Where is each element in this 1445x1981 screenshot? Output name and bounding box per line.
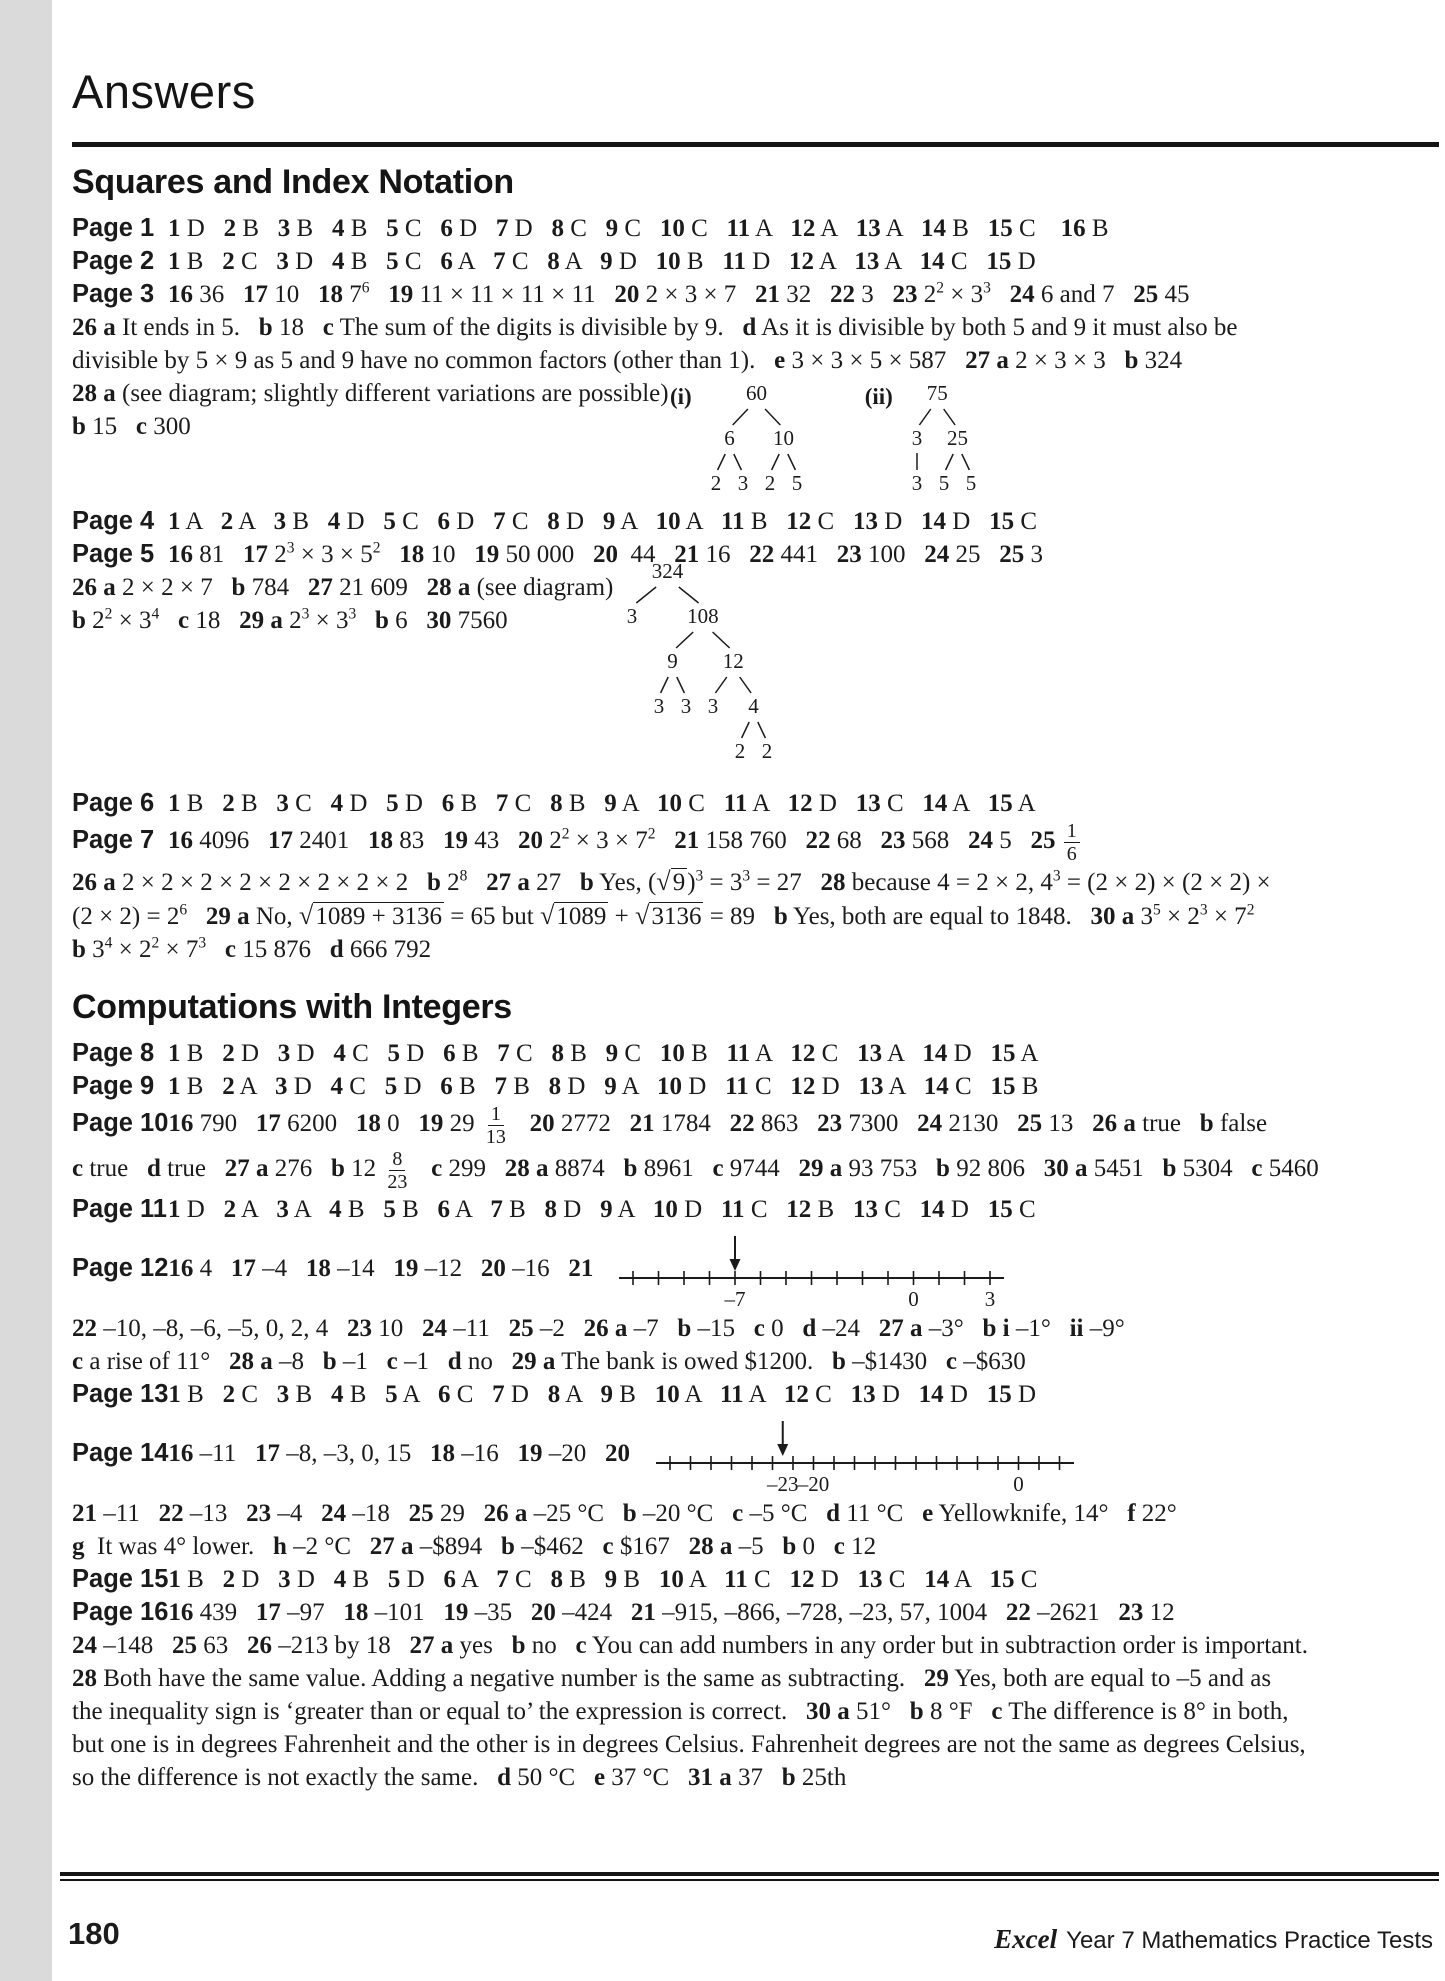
factor-tree-diagram	[696, 378, 831, 504]
answer-line	[72, 1193, 1439, 1226]
answer-line	[72, 1378, 1439, 1411]
answer-text: 28 a (see diagram; slightly different variations are possible)	[72, 379, 669, 407]
factor-tree	[612, 556, 801, 781]
page-answers-block	[72, 1193, 1439, 1226]
answer-text: but one is in degrees Fahrenheit and the other is in degrees Celsius. Fahrenheit degrees are not the same as degrees Celsius,	[72, 1730, 1306, 1758]
tree-label: (ii)	[864, 383, 893, 409]
answer-line	[72, 1148, 1439, 1193]
answer-line	[72, 899, 1439, 933]
svg-text:6: 6	[723, 425, 735, 450]
answer-line	[72, 278, 1439, 311]
answer-line	[72, 1312, 1439, 1345]
answer-text: 16 36 17 10 18 $7^6$ 19 11 × 11 × 11 × 11 20 2 × 3 × 7 21 32 22 3 23 $2^2 \times 3^3$ 24 6 and 7 25 45	[168, 279, 1190, 308]
svg-text:4: 4	[748, 693, 759, 718]
answers-sections	[72, 163, 1439, 1794]
page-answers-block	[72, 1037, 1439, 1070]
svg-text:3: 3	[911, 425, 923, 450]
svg-text:0: 0	[1013, 1471, 1024, 1496]
answer-text: 16 439 17 –97 18 –101 19 –35 20 –424 21 –915, –866, –728, –23, 57, 1004 22 –2621 23 12	[168, 1598, 1175, 1626]
page-label: Page 15	[72, 1564, 169, 1593]
answer-line	[72, 820, 1439, 865]
svg-text:25: 25	[946, 425, 968, 450]
factor-tree-diagram	[897, 378, 1005, 504]
answer-line	[72, 933, 1439, 966]
factor-tree	[670, 378, 831, 504]
page-answers-block	[72, 1378, 1439, 1411]
answer-text: 1 B 2 D 3 D 4 B 5 D 6 A 7 C 8 B 9 B 10 A 11 C 12 D 13 C 14 A 15 C	[168, 1565, 1038, 1593]
svg-text:3: 3	[985, 1286, 996, 1311]
svg-text:108: 108	[687, 603, 719, 628]
page-answers-block	[72, 538, 1439, 787]
page-answers-block	[72, 505, 1439, 538]
page-answers-block	[72, 1411, 1439, 1563]
answer-text: 1 B 2 C 3 B 4 B 5 A 6 C 7 D 8 A 9 B 10 A 11 A 12 C 13 D 14 D 15 D	[168, 1380, 1037, 1408]
title-rule	[72, 142, 1439, 147]
answer-text: 1 A 2 A 3 B 4 D 5 C 6 D 7 C 8 D 9 A 10 A 11 B 12 C 13 D 14 D 15 C	[168, 507, 1037, 535]
answer-text: the inequality sign is ‘greater than or equal to’ the expression is correct. 30 a 51° b 8 °F c The difference is 8° in both,	[72, 1697, 1289, 1725]
answer-text: 1 B 2 C 3 D 4 B 5 C 6 A 7 C 8 A 9 D 10 B 11 D 12 A 13 A 14 C 15 D	[168, 247, 1036, 275]
svg-text:3: 3	[626, 603, 638, 628]
answer-line	[72, 1103, 1439, 1148]
answers-section	[72, 163, 1439, 966]
answer-text: b $2^2 \times 3^4$ c 18 29 a $2^3 \times 3^3$ b 6 30 7560	[72, 605, 508, 634]
answer-text: 16 –11 17 –8, –3, 0, 15 18 –16 19 –20 20	[168, 1440, 630, 1468]
page-label: Page 9	[72, 1071, 155, 1100]
page-label: Page 5	[72, 539, 155, 568]
footer-rule	[60, 1872, 1439, 1881]
page-answers-block	[72, 1563, 1439, 1596]
answer-text: 1 B 2 D 3 D 4 C 5 D 6 B 7 C 8 B 9 C 10 B 11 A 12 C 13 A 14 D 15 A	[168, 1039, 1039, 1067]
page-label: Page 2	[72, 246, 155, 275]
answer-line	[72, 1662, 1439, 1695]
svg-text:2: 2	[764, 470, 775, 495]
footer-series-title: Year 7 Mathematics Practice Tests	[1066, 1927, 1433, 1954]
svg-text:5: 5	[938, 470, 950, 495]
footer-brand-name: Excel	[994, 1924, 1058, 1954]
page-label: Page 12	[72, 1254, 169, 1283]
page-label: Page 7	[72, 826, 155, 855]
answer-line	[72, 1497, 1439, 1530]
page-answers-block	[72, 1596, 1439, 1794]
answer-text: b 15 c 300	[72, 412, 191, 440]
answer-text: 16 81 17 $2^3 \times 3 \times 5^2$ 18 10 19 50 000 20 44 21 16 22 441 23 100 24 25 25 3	[168, 539, 1043, 568]
answer-text: 26 a It ends in 5. b 18 c The sum of the digits is divisible by 9. d As it is divisible by both 5 and 9 it must also be	[72, 313, 1238, 341]
answer-text: 16 790 17 6200 18 0 19 29 $\frac{1}{13}$ 20 2772 21 1784 22 863 23 7300 24 2130 25 13 26 a true b false	[168, 1102, 1268, 1148]
svg-text:60: 60	[745, 380, 767, 405]
answer-line	[72, 1226, 1439, 1312]
page-content	[72, 66, 1439, 1794]
tree-label: (i)	[670, 383, 692, 409]
page-answers-block	[72, 1226, 1439, 1378]
svg-text:–7: –7	[724, 1286, 746, 1311]
svg-text:3: 3	[680, 693, 692, 718]
answer-line	[72, 1345, 1439, 1378]
svg-text:5: 5	[791, 470, 802, 495]
answer-text: 1 D 2 A 3 A 4 B 5 B 6 A 7 B 8 D 9 A 10 D 11 C 12 B 13 C 14 D 15 C	[168, 1195, 1036, 1223]
page-answers-block	[72, 1103, 1439, 1193]
page-label: Page 8	[72, 1038, 155, 1067]
number-line-diagram	[617, 1226, 1006, 1312]
svg-text:2: 2	[761, 738, 773, 763]
svg-text:3: 3	[707, 693, 719, 718]
svg-text:3: 3	[653, 693, 665, 718]
number-line-diagram	[654, 1411, 1076, 1497]
answer-line	[72, 311, 1439, 344]
answer-line	[72, 1563, 1439, 1596]
section-heading: Squares and Index Notation	[72, 162, 514, 201]
section-heading: Computations with Integers	[72, 987, 512, 1026]
answer-text: 1 D 2 B 3 B 4 B 5 C 6 D 7 D 8 C 9 C 10 C 11 A 12 A 13 A 14 B 15 C 16 B	[168, 214, 1109, 242]
answer-text: 22 –10, –8, –6, –5, 0, 2, 4 23 10 24 –11 25 –2 26 a –7 b –15 c 0 d –24 27 a –3° b i –1° ii –9°	[72, 1314, 1125, 1342]
svg-text:5: 5	[965, 470, 977, 495]
answer-line	[72, 505, 1439, 538]
page-label: Page 13	[72, 1379, 169, 1408]
svg-text:–20: –20	[797, 1471, 830, 1496]
answer-line	[72, 344, 1439, 377]
answer-line	[72, 1728, 1439, 1761]
answer-line	[72, 787, 1439, 820]
answer-text: so the difference is not exactly the same. d 50 °C e 37 °C 31 a 37 b 25th	[72, 1763, 847, 1791]
svg-text:2: 2	[710, 470, 721, 495]
answer-text: divisible by 5 × 9 as 5 and 9 have no common factors (other than 1). e 3 × 3 × 5 × 587 27 a 2 × 3 × 3 b 324	[72, 346, 1183, 374]
answer-line	[72, 1411, 1439, 1497]
answer-text: 16 4 17 –4 18 –14 19 –12 20 –16 21	[168, 1255, 594, 1283]
page-answers-block	[72, 1070, 1439, 1103]
page-label: Page 4	[72, 506, 155, 535]
answer-line	[72, 212, 1439, 245]
answer-line	[72, 1530, 1439, 1563]
factor-trees	[670, 378, 1005, 504]
page-label: Page 10	[72, 1109, 169, 1138]
svg-text:75: 75	[926, 380, 948, 405]
svg-text:324: 324	[651, 558, 684, 583]
answer-text: 1 B 2 A 3 D 4 C 5 D 6 B 7 B 8 D 9 A 10 D 11 C 12 D 13 A 14 C 15 B	[168, 1072, 1039, 1100]
page-label: Page 16	[72, 1597, 169, 1626]
svg-text:2: 2	[734, 738, 746, 763]
page-edge-shadow	[0, 0, 52, 1981]
page-label: Page 1	[72, 213, 155, 242]
answer-text: 28 Both have the same value. Adding a negative number is the same as subtracting. 29 Yes, both are equal to –5 and as	[72, 1664, 1272, 1692]
answer-text: c a rise of 11° 28 a –8 b –1 c –1 d no 29 a The bank is owed $1200. b –$1430 c –$630	[72, 1347, 1026, 1375]
answer-line	[72, 245, 1439, 278]
answer-text: $(2 \times 2) = 2^6$ 29 a No, √1089 + 3136 = 65 but √1089 + √3136 = 89 b Yes, both are equal to 1848. 30 a $3^5 \times 2^3 \times 7^2$	[72, 900, 1255, 930]
page-label: Page 14	[72, 1439, 169, 1468]
page-title: Answers	[72, 65, 256, 118]
answer-line	[72, 1596, 1439, 1629]
answer-line	[72, 1070, 1439, 1103]
svg-text:0: 0	[908, 1286, 920, 1311]
page-label: Page 11	[72, 1194, 167, 1223]
footer-brand	[994, 1924, 1433, 1955]
page-answers-block	[72, 787, 1439, 820]
footer-page-number: 180	[68, 1916, 120, 1951]
answer-line	[72, 1037, 1439, 1070]
factor-tree	[865, 378, 1005, 504]
answer-line	[72, 1695, 1439, 1728]
answer-line	[72, 1629, 1439, 1662]
svg-text:–23: –23	[767, 1471, 799, 1496]
page-answers-block	[72, 212, 1439, 245]
answer-text: 26 a 2 × 2 × 2 × 2 × 2 × 2 × 2 × 2 b $2^8$ 27 a 27 b Yes, $(√9)^3 = 3^3 = 27$ 28 because 4 = 2 × 2, $4^3 = (2 \times 2) \times (2 \times 2)$ ×	[72, 866, 1271, 896]
answer-text: 1 B 2 B 3 C 4 D 5 D 6 B 7 C 8 B 9 A 10 C 11 A 12 D 13 C 14 A 15 A	[168, 789, 1036, 817]
answer-line	[72, 865, 1439, 899]
answer-text: c true d true 27 a 276 b 12 $\frac{8}{23}$ c 299 28 a 8874 b 8961 c 9744 29 a 93 753 b 92 806 30 a 5451 b 5304 c 5460	[72, 1147, 1319, 1193]
answer-text: 24 –148 25 63 26 –213 by 18 27 a yes b no c You can add numbers in any order but in subtraction order is important.	[72, 1631, 1308, 1659]
answers-section	[72, 988, 1439, 1794]
answer-text: 16 4096 17 2401 18 83 19 43 20 $2^2 \times 3 \times 7^2$ 21 158 760 22 68 23 568 24 5 25 $\frac{1}{6}$	[168, 827, 1082, 854]
answer-text: 26 a 2 × 2 × 7 b 784 27 21 609 28 a (see diagram)	[72, 573, 614, 601]
answer-text: 21 –11 22 –13 23 –4 24 –18 25 29 26 a –25 °C b –20 °C c –5 °C d 11 °C e Yellowknife, 14° f 22°	[72, 1499, 1177, 1527]
answer-text: g It was 4° lower. h –2 °C 27 a –$894 b –$462 c $167 28 a –5 b 0 c 12	[72, 1532, 877, 1560]
page-label: Page 6	[72, 788, 155, 817]
svg-text:3: 3	[911, 470, 923, 495]
page-answers-block	[72, 820, 1439, 966]
factor-tree-diagram	[612, 556, 801, 772]
page-label: Page 3	[72, 279, 155, 308]
svg-text:10: 10	[772, 425, 794, 450]
svg-text:3: 3	[737, 470, 748, 495]
svg-text:12: 12	[722, 648, 744, 673]
page-answers-block	[72, 278, 1439, 505]
answer-line	[72, 1761, 1439, 1794]
svg-text:9: 9	[667, 648, 678, 673]
answer-text: b $3^4 \times 2^2 \times 7^3$ c 15 876 d 666 792	[72, 934, 432, 963]
page-answers-block	[72, 245, 1439, 278]
